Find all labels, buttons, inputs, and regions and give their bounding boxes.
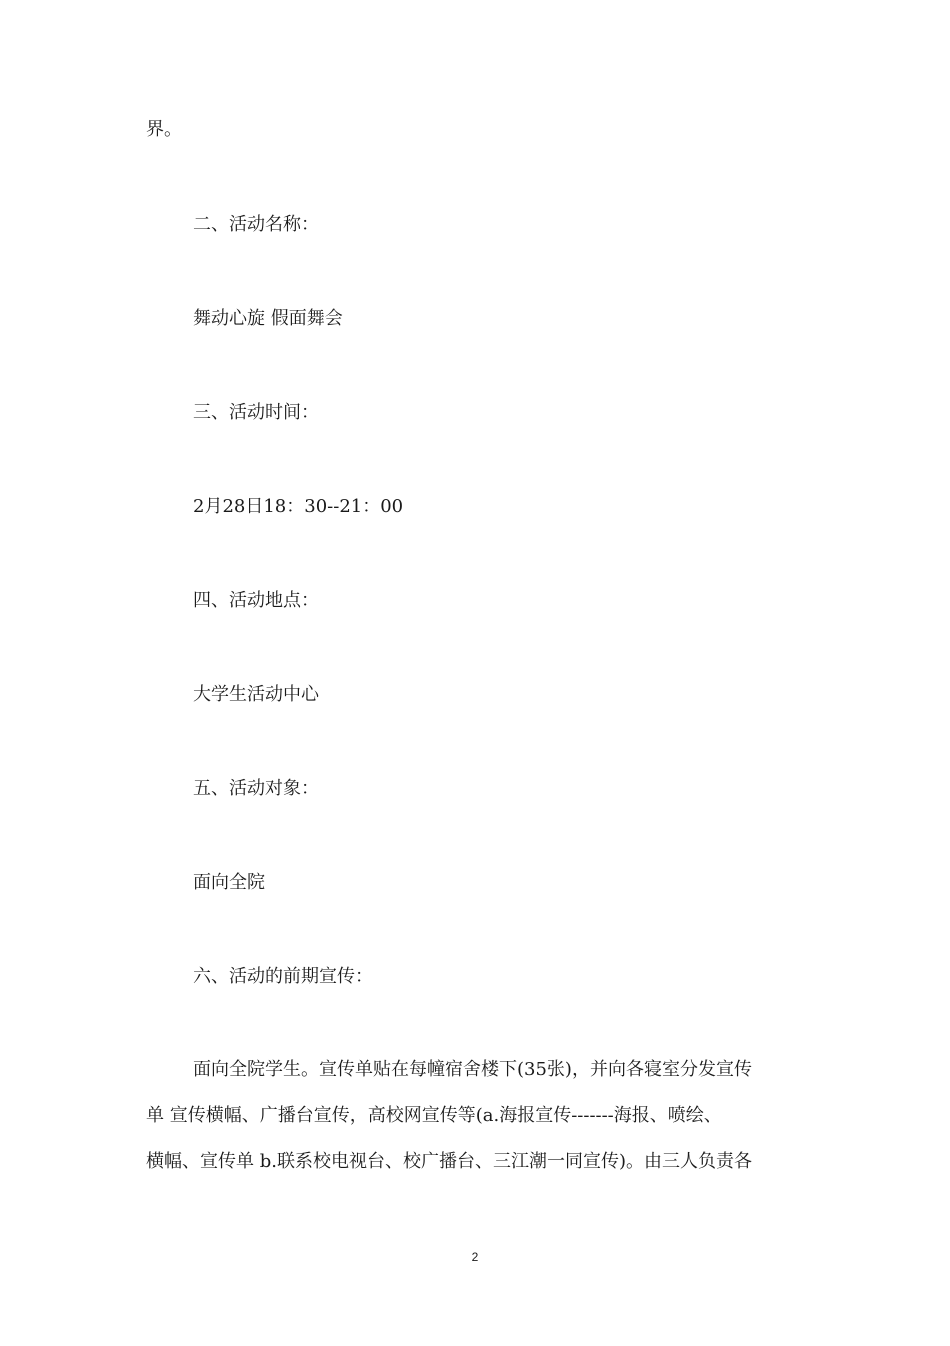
promotion-paragraph bbox=[146, 1047, 806, 1185]
section-content-audience: 面向全院 bbox=[193, 872, 265, 893]
section-heading-promotion: 六、活动的前期宣传： bbox=[193, 966, 373, 987]
section-content-time: 2月28日18：30--21：00 bbox=[193, 496, 404, 517]
section-content-location: 大学生活动中心 bbox=[193, 684, 319, 705]
section-heading-time: 三、活动时间： bbox=[193, 402, 319, 423]
carryover-text: 界。 bbox=[146, 119, 182, 140]
paragraph-line: 横幅、宣传单 b.联系校电视台、校广播台、三江潮一同宣传)。由三人负责各 bbox=[146, 1151, 752, 1172]
section-heading-audience: 五、活动对象： bbox=[193, 778, 319, 799]
section-heading-location: 四、活动地点： bbox=[193, 590, 319, 611]
page-number: 2 bbox=[471, 1250, 479, 1264]
section-heading-name: 二、活动名称： bbox=[193, 214, 319, 235]
paragraph-line: 面向全院学生。宣传单贴在每幢宿舍楼下(35张)，并向各寝室分发宣传 bbox=[193, 1059, 752, 1080]
paragraph-line: 单 宣传横幅、广播台宣传，高校网宣传等(a.海报宣传-------海报、喷绘、 bbox=[146, 1105, 722, 1126]
section-content-name: 舞动心旋 假面舞会 bbox=[193, 308, 343, 329]
